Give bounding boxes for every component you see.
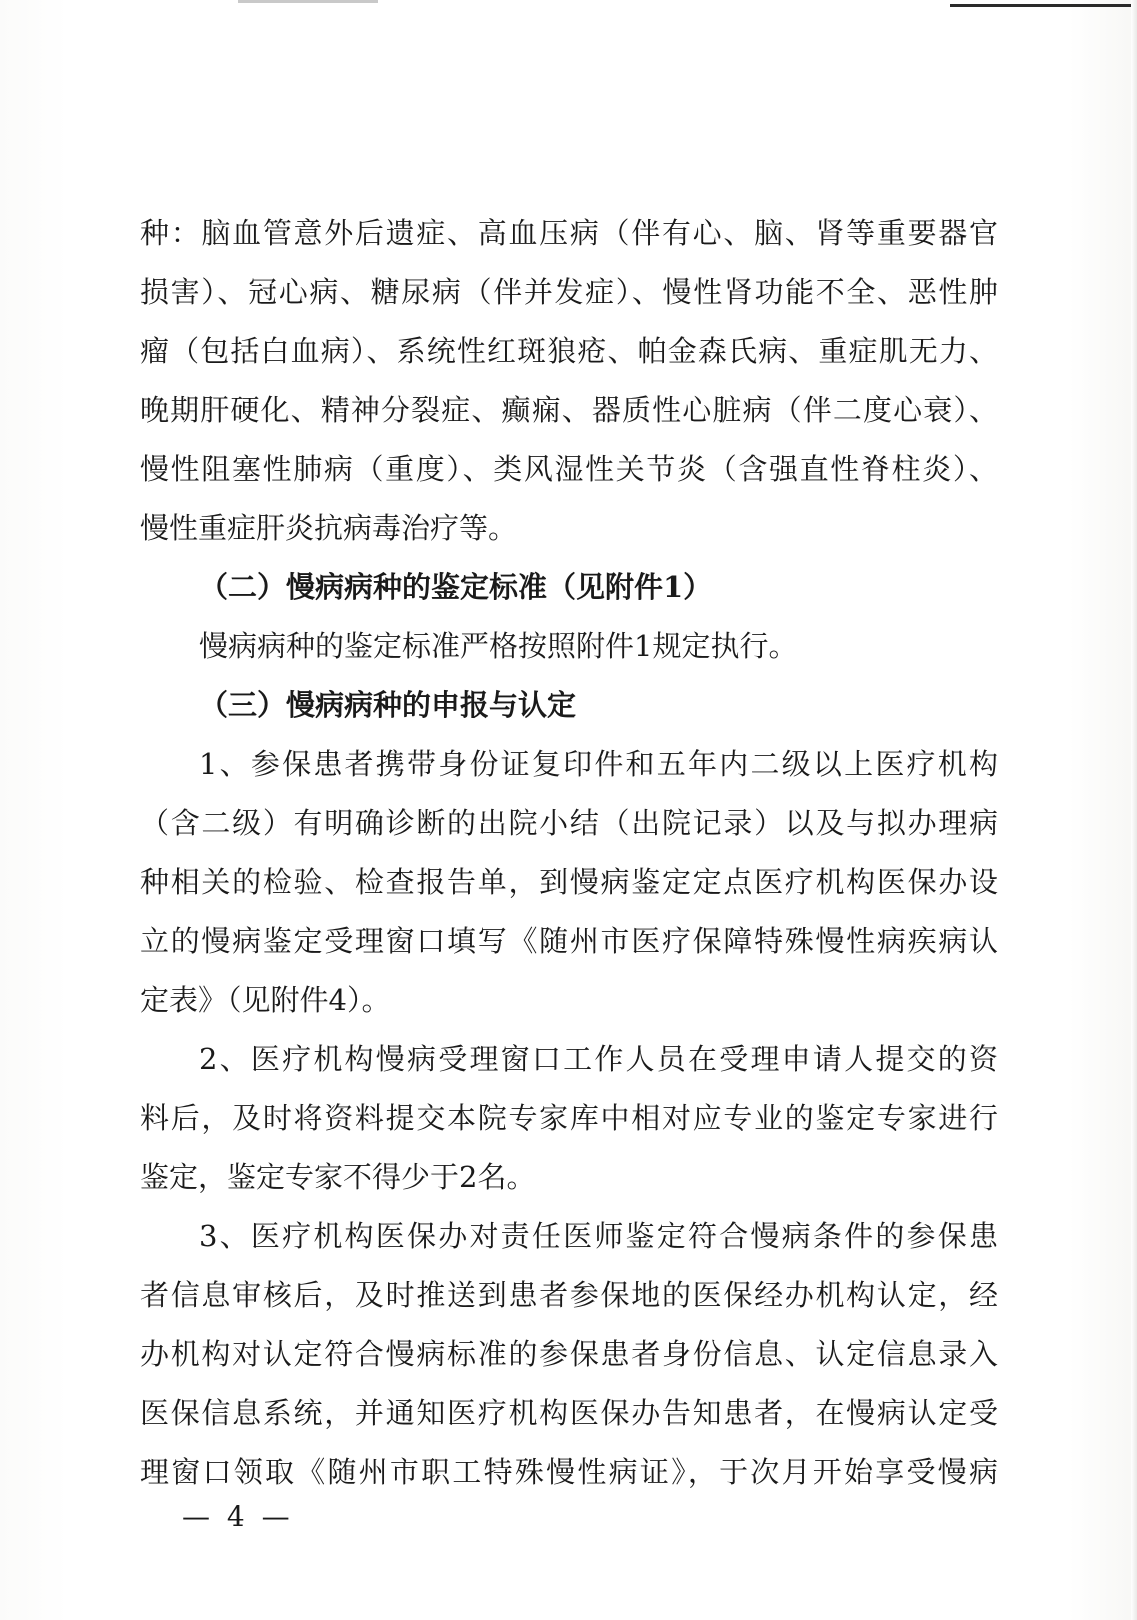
text-line: 晚期肝硬化、精神分裂症、癫痫、器质性心脏病（伴二度心衰）、 xyxy=(140,393,998,427)
text-line: 慢病病种的鉴定标准严格按照附件1规定执行。 xyxy=(199,629,798,663)
text-line: 3、医疗机构医保办对责任医师鉴定符合慢病条件的参保患 xyxy=(199,1219,998,1253)
document-body xyxy=(140,204,998,1502)
text-line: 定表》（见附件4）。 xyxy=(140,983,391,1017)
text-line: 种：脑血管意外后遗症、高血压病（伴有心、脑、肾等重要器官 xyxy=(140,216,998,250)
section-heading: （三）慢病病种的申报与认定 xyxy=(199,688,577,722)
text-line: 种相关的检验、检查报告单，到慢病鉴定定点医疗机构医保办设 xyxy=(140,865,998,899)
text-line: 者信息审核后，及时推送到患者参保地的医保经办机构认定，经 xyxy=(140,1278,998,1312)
text-line: 料后，及时将资料提交本院专家库中相对应专业的鉴定专家进行 xyxy=(140,1101,998,1135)
text-line: 慢性重症肝炎抗病毒治疗等。 xyxy=(140,511,518,545)
text-line: 瘤（包括白血病）、系统性红斑狼疮、帕金森氏病、重症肌无力、 xyxy=(140,334,998,368)
text-line: 2、医疗机构慢病受理窗口工作人员在受理申请人提交的资 xyxy=(199,1042,998,1076)
text-line: 鉴定，鉴定专家不得少于2名。 xyxy=(140,1160,536,1194)
page-edge xyxy=(1131,0,1137,1620)
text-line: 办机构对认定符合慢病标准的参保患者身份信息、认定信息录入 xyxy=(140,1337,998,1371)
text-line: 立的慢病鉴定受理窗口填写《随州市医疗保障特殊慢性病疾病认 xyxy=(140,924,998,958)
text-line: （含二级）有明确诊断的出院小结（出院记录）以及与拟办理病 xyxy=(140,806,998,840)
scan-artifact xyxy=(238,0,378,3)
page-number: — 4 — xyxy=(182,1500,294,1533)
text-line: 慢性阻塞性肺病（重度）、类风湿性关节炎（含强直性脊柱炎）、 xyxy=(140,452,998,486)
scan-artifact xyxy=(950,4,1137,7)
text-line: 损害）、冠心病、糖尿病（伴并发症）、慢性肾功能不全、恶性肿 xyxy=(140,275,998,309)
text-line: 理窗口领取《随州市职工特殊慢性病证》，于次月开始享受慢病 xyxy=(140,1455,998,1489)
section-heading: （二）慢病病种的鉴定标准（见附件1） xyxy=(199,570,713,604)
text-line: 1、参保患者携带身份证复印件和五年内二级以上医疗机构 xyxy=(199,747,998,781)
text-line: 医保信息系统，并通知医疗机构医保办告知患者，在慢病认定受 xyxy=(140,1396,998,1430)
